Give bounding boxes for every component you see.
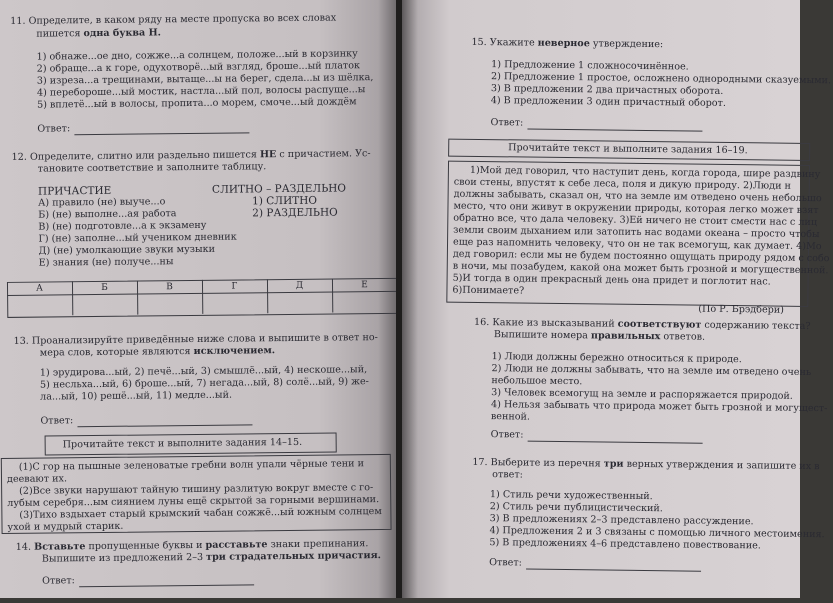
q15-option-4: 4) В предложении 3 один причастный оборот. <box>490 95 726 109</box>
q12-prompt-line2: тановите соответствие и заполните таблицу. <box>37 161 267 175</box>
q12-choice-2: 2) РАЗДЕЛЬНО <box>252 206 338 220</box>
text-line-4: лубым серебря...ым сиянием луны ещё скрытой за горными вершинами. <box>7 494 380 509</box>
table-header-g: Г <box>231 281 238 292</box>
q17-answer-line[interactable] <box>526 561 701 572</box>
r-text-line-7: еще раз напомнить человеку, что он не так всемогущ, как думает. 4)Мо <box>452 236 822 253</box>
q11-option-5: 5) вплетё...ый в волосы, пропита...о морем, смоче...ый дождём <box>37 96 357 111</box>
q17-answer: Ответ: <box>489 557 701 572</box>
q17-option-1: 1) Стиль речи художественный. <box>489 489 653 503</box>
q12-item-e: Е) знания (не) получе...ны <box>38 256 174 269</box>
q12-item-a: А) правило (не) выуче...о <box>38 196 166 209</box>
q11-prompt-line2: пишется одна буква Н. <box>36 27 162 40</box>
r-text-line-6: земли своим дыханием или затопить нас водами океана – просто чтобы <box>453 224 820 241</box>
right-page <box>402 0 832 598</box>
q15-answer-line[interactable] <box>527 121 702 132</box>
text-line-6: ухой и мудрый старик. <box>7 520 124 533</box>
r-text-line-2: свои стены, впустят к себе леса, поля и дикую природу. 2)Люди н <box>453 176 792 192</box>
q16-option-2-cont: небольшое место. <box>491 375 583 388</box>
r-text-line-10: 5)И тогда в один прекрасный день она придет и поглотит нас. <box>452 272 771 288</box>
text-line-3: (2)Все звуки нарушают тайную тишину разлитую вокруг вместе с го- <box>19 482 374 497</box>
q17-option-5: 5) В предложениях 4–6 представлено повествование. <box>489 537 761 552</box>
q16-answer-line[interactable] <box>527 433 702 444</box>
q12-prompt: 12. Определите, слитно или раздельно пишется НЕ с причастием. Ус- <box>11 148 371 163</box>
q11-option-4: 4) перебороше...ый мостик, настла...ый пол, волосы распуще...ы <box>36 84 366 99</box>
table-header-b: Б <box>101 282 108 293</box>
q12-col-spelling: СЛИТНО – РАЗДЕЛЬНО <box>211 182 347 196</box>
q16-answer: Ответ: <box>491 429 703 444</box>
q17-option-3: 3) В предложениях 2–3 представлено рассуждение. <box>489 513 754 528</box>
table-header-a: А <box>36 283 43 294</box>
q12-item-b: Б) (не) выполне...ая работа <box>38 208 177 221</box>
q14-answer: Ответ: <box>42 573 254 587</box>
reading-banner-16-19-text: Прочитайте текст и выполните задания 16–19. <box>508 142 748 157</box>
table-header-d: Д <box>295 280 304 291</box>
left-page <box>0 0 398 598</box>
r-text-line-4: место, что они живут в окружении природы, которая легко может взят <box>453 200 819 217</box>
q17-option-4: 4) Предложения 2 и 3 связаны с помощью личного местоимения. <box>489 525 825 541</box>
r-text-line-1: 1)Мой дед говорил, что наступит день, когда города, шире раздвину <box>469 164 821 181</box>
q11-option-1: 1) обнаже...ое дно, сожже...а солнцем, положе...ый в корзинку <box>36 48 358 63</box>
q15-answer: Ответ: <box>490 117 702 132</box>
table-header-v: В <box>166 282 173 293</box>
reading-banner-14-15-text: Прочитайте текст и выполните задания 14–15. <box>62 436 303 451</box>
q17-option-2: 2) Стиль речи публицистический. <box>489 501 663 515</box>
q11-option-3: 3) изреза...а трещинами, вытаще...ы на берег, сдела...ы из шёлка, <box>36 72 374 87</box>
q14-prompt-line2: Выпишите из предложений 2–3 три страдательных причастия. <box>41 550 382 565</box>
q11-option-2: 2) обраще...а к горе, одухотворё...ый взгляд, броше...ый платок <box>36 60 361 75</box>
q12-choice-1: 1) СЛИТНО <box>252 194 318 208</box>
text-author: (По Р. Брэдбери) <box>698 303 785 316</box>
text-line-1: (1)С гор на пышные зеленоватые гребни волн упали чёрные тени и <box>18 458 365 473</box>
text-line-5: (3)Тихо вздыхает старый крымский чабан сожжё...ый южным солнцем <box>19 506 382 521</box>
q14-prompt: 14. Вставьте пропущенные буквы и расставьте знаки препинания. <box>15 538 369 553</box>
q13-words-3: ла...ый, 10) решё...ый, 11) медле...ый. <box>40 389 233 403</box>
q12-item-g: Г) (не) заполне...ый учеником дневник <box>38 231 237 245</box>
q12-item-d: Д) (не) умолкающие звуки музыки <box>38 243 216 257</box>
q16-prompt: 16. Какие из высказываний соответствуют содержанию текста? <box>473 316 811 333</box>
q17-prompt-line2: ответ: <box>492 469 523 481</box>
r-text-line-3: должны забывать, сказал он, что на земле им отведено очень небольшо <box>453 188 822 205</box>
q16-option-1: 1) Люди должны бережно относиться к природе. <box>491 351 742 366</box>
q12-col-participle: ПРИЧАСТИЕ <box>37 184 112 198</box>
q11-answer-line[interactable] <box>74 124 249 135</box>
r-text-line-8: дед говорил: если мы не будем постоянно ощущать природу рядом с собо <box>452 248 830 265</box>
q15-option-2: 2) Предложение 1 простое, осложнено однородными сказуемыми. <box>491 71 832 87</box>
q11-answer: Ответ: <box>37 121 249 135</box>
table-header-e: Е <box>361 280 368 291</box>
q15-option-1: 1) Предложение 1 сложносочинённое. <box>491 59 689 73</box>
q11-prompt: 11. Определите, в каком ряду на месте пропуска во всех словах <box>10 12 337 27</box>
q16-prompt-line2: Выпишите номера правильных ответов. <box>493 329 706 343</box>
q13-words-2: 5) несльха...ый, 6) броше...ый, 7) негада...ый, 8) солё...ый, 9) же- <box>39 376 369 391</box>
r-text-line-9: в ночи, мы позабудем, какой она может быть грозной и могущественной. <box>452 260 829 277</box>
q16-option-4-cont: венной. <box>490 411 531 423</box>
q15-prompt: 15. Укажите неверное утверждение: <box>471 36 664 51</box>
q16-option-3: 3) Человек всемогущ на земле и распоряжается природой. <box>491 387 793 402</box>
q13-words-1: 1) эрудирова...ый, 2) печё...ый, 3) смышлё...ый, 4) нескоше...ый, <box>39 364 368 379</box>
q15-option-3: 3) В предложении 2 два причастных оборота. <box>490 83 724 97</box>
q17-prompt: 17. Выберите из перечня три верных утверждения и запишите их в <box>472 456 820 473</box>
q13-prompt: 13. Проанализируйте приведённые ниже слова и выпишите в ответ но- <box>13 332 378 347</box>
r-text-line-5: обратно все, что дала человеку. 3)Ей ничего не стоит смести нас с лиц <box>453 212 818 229</box>
q14-answer-line[interactable] <box>79 576 254 587</box>
q12-item-v: В) (не) подготовле...а к экзамену <box>38 219 207 233</box>
r-text-line-11: 6)Понимаете? <box>452 284 525 297</box>
q16-option-2: 2) Люди не должны забывать, что на земле им отведено очень <box>491 363 812 379</box>
q13-answer: Ответ: <box>40 413 252 427</box>
text-line-2: деевают их. <box>6 473 68 485</box>
q16-option-4: 4) Нельзя забывать что природа может быть грозной и могущест- <box>490 399 828 415</box>
q13-answer-line[interactable] <box>77 416 252 427</box>
q13-prompt-line2: мера слов, которые являются исключением. <box>39 345 276 359</box>
